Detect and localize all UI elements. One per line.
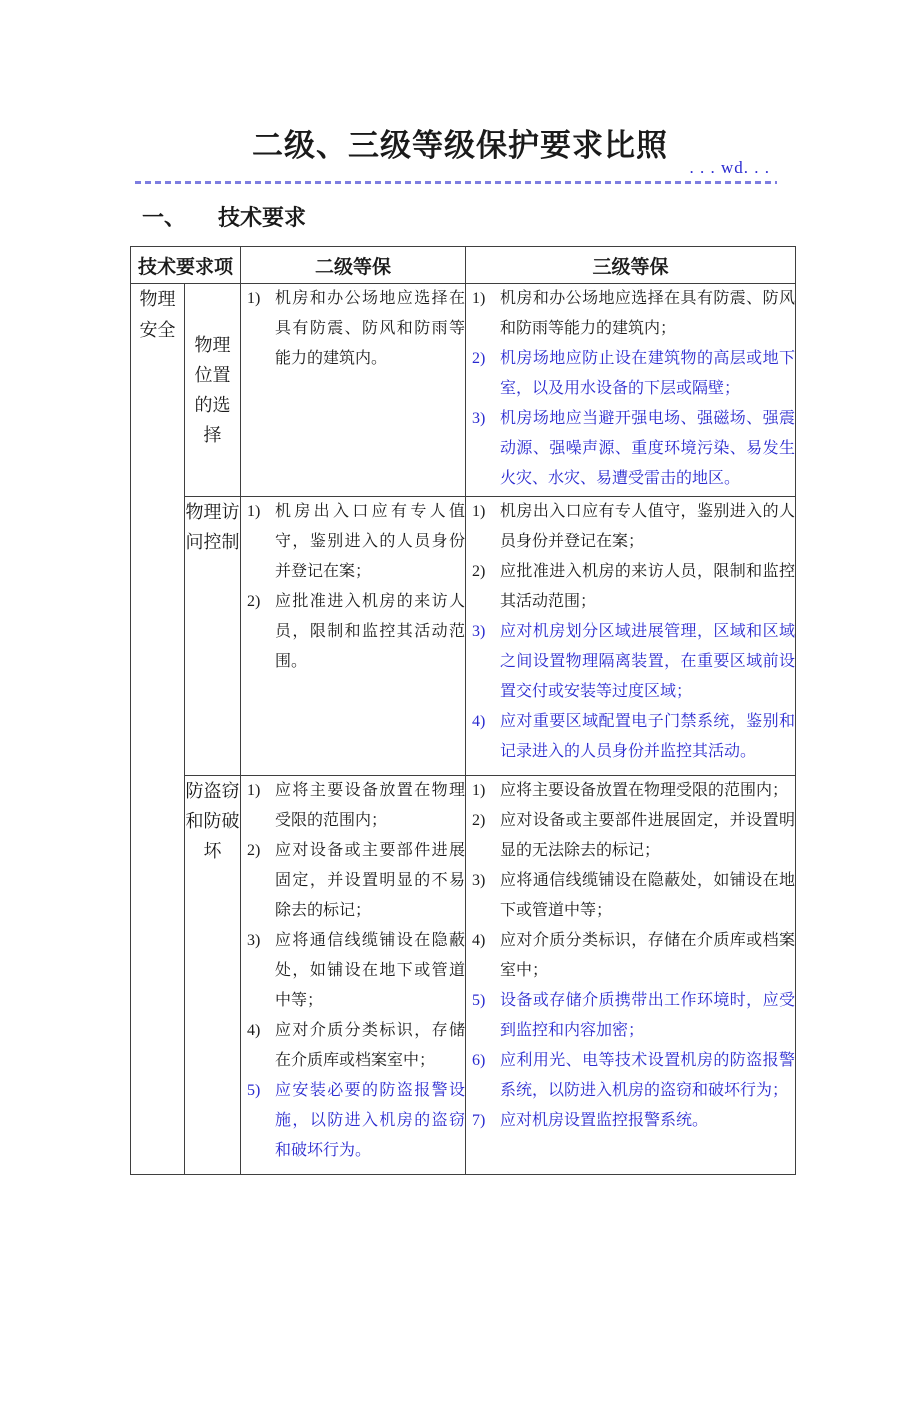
item-number: 2) (472, 563, 486, 580)
item-number: 2) (247, 842, 261, 859)
requirement-item (466, 866, 795, 926)
item-text: 机房场地应当避开强电场、强磁场、强震动源、强噪声源、重度环境污染、易发生火灾、水灾、易遭受雷击的地区。 (500, 410, 796, 487)
requirement-list (466, 776, 795, 1136)
item-number: 3) (472, 623, 486, 640)
table-header-row (131, 247, 796, 284)
category-cell-physical-security: 物理安全 (131, 284, 185, 1175)
item-number: 2) (472, 812, 486, 829)
requirement-item (466, 926, 795, 986)
requirement-item (466, 1046, 795, 1106)
table-row (131, 284, 796, 497)
requirement-item (466, 806, 795, 866)
item-number: 5) (472, 992, 486, 1009)
item-text: 应将主要设备放置在物理受限的范围内； (500, 782, 789, 799)
requirement-item (241, 1076, 465, 1166)
item-text: 机房和办公场地应选择在具有防震、防风和防雨等能力的建筑内。 (275, 290, 466, 367)
item-text: 机房出入口应有专人值守，鉴别进入的人员身份并登记在案； (275, 503, 466, 580)
item-text: 应对介质分类标识，存储在介质库或档案室中； (275, 1022, 466, 1069)
item-number: 6) (472, 1052, 486, 1069)
header-cell-requirement-item: 技术要求项 (131, 247, 241, 284)
level3-requirements-cell (466, 497, 796, 776)
level2-requirements-cell (241, 497, 466, 776)
item-text: 应将通信线缆铺设在隐蔽处，如铺设在地下或管道中等； (500, 872, 796, 919)
section-title: 技术要求 (218, 205, 307, 230)
item-text: 应安装必要的防盗报警设施，以防进入机房的盗窃和破坏行为。 (275, 1082, 466, 1159)
requirement-item (241, 836, 465, 926)
item-number: 4) (472, 713, 486, 730)
item-number: 5) (247, 1082, 261, 1099)
page (0, 125, 920, 1427)
requirement-list (466, 284, 795, 494)
table-row (131, 497, 796, 776)
item-text: 应对重要区域配置电子门禁系统，鉴别和记录进入的人员身份并监控其活动。 (500, 713, 796, 760)
requirement-item (466, 344, 795, 404)
item-number: 2) (472, 350, 486, 367)
requirement-item (466, 497, 795, 557)
requirement-item (241, 776, 465, 836)
requirement-list (466, 497, 795, 767)
header-cell-level3: 三级等保 (466, 247, 796, 284)
item-number: 3) (472, 872, 486, 889)
item-text: 应对设备或主要部件进展固定，并设置明显的无法除去的标记； (500, 812, 796, 859)
item-text: 应批准进入机房的来访人员，限制和监控其活动范围。 (275, 593, 466, 670)
item-text: 应对机房设置监控报警系统。 (500, 1112, 709, 1129)
requirement-list (241, 497, 465, 677)
doc-title: 二级、三级等级保护要求比照 (252, 128, 668, 163)
requirement-item (241, 284, 465, 374)
item-number: 1) (472, 290, 486, 307)
level3-requirements-cell (466, 776, 796, 1175)
dashed-divider (135, 181, 777, 184)
item-number: 1) (247, 503, 261, 520)
item-text: 应对介质分类标识，存储在介质库或档案室中； (500, 932, 796, 979)
item-text: 应将通信线缆铺设在隐蔽处，如铺设在地下或管道中等； (275, 932, 466, 1009)
item-text: 设备或存储介质携带出工作环境时，应受到监控和内容加密； (500, 992, 796, 1039)
requirement-item (466, 404, 795, 494)
requirement-item (466, 617, 795, 707)
item-text: 应将主要设备放置在物理受限的范围内； (275, 782, 466, 829)
item-text: 应对设备或主要部件进展固定，并设置明显的不易除去的标记； (275, 842, 466, 919)
subcategory-cell: 防盗窃和防破坏 (185, 776, 241, 1175)
table-row (131, 776, 796, 1175)
section-number: 一、 (142, 205, 187, 230)
requirement-list (241, 776, 465, 1166)
requirement-item (466, 707, 795, 767)
item-text: 应利用光、电等技术设置机房的防盗报警系统，以防进入机房的盗窃和破坏行为； (500, 1052, 796, 1099)
requirement-list (241, 284, 465, 374)
requirement-item (466, 1106, 795, 1136)
item-number: 7) (472, 1112, 486, 1129)
level3-requirements-cell (466, 284, 796, 497)
section-heading (142, 203, 920, 233)
requirement-item (241, 1016, 465, 1076)
item-text: 应对机房划分区域进展管理，区域和区域之间设置物理隔离装置，在重要区域前设置交付或安装等过度区域； (500, 623, 796, 700)
requirement-item (466, 986, 795, 1046)
item-text: 机房和办公场地应选择在具有防震、防风和防雨等能力的建筑内； (500, 290, 796, 337)
item-number: 2) (247, 593, 261, 610)
requirement-item (241, 497, 465, 587)
comparison-table (130, 246, 796, 1175)
item-number: 3) (247, 932, 261, 949)
watermark-text: . . . wd. . . (689, 158, 770, 177)
requirement-item (241, 587, 465, 677)
requirement-item (466, 284, 795, 344)
subcategory-cell: 物理位置的选择 (185, 284, 241, 497)
item-number: 1) (247, 782, 261, 799)
item-number: 4) (472, 932, 486, 949)
level2-requirements-cell (241, 776, 466, 1175)
item-number: 3) (472, 410, 486, 427)
level2-requirements-cell (241, 284, 466, 497)
item-text: 机房场地应防止设在建筑物的高层或地下室，以及用水设备的下层或隔壁； (500, 350, 796, 397)
requirement-item (241, 926, 465, 1016)
header-cell-level2: 二级等保 (241, 247, 466, 284)
item-number: 4) (247, 1022, 261, 1039)
requirement-item (466, 776, 795, 806)
requirement-item (466, 557, 795, 617)
item-number: 1) (247, 290, 261, 307)
item-number: 1) (472, 782, 486, 799)
item-number: 1) (472, 503, 486, 520)
item-text: 应批准进入机房的来访人员，限制和监控其活动范围； (500, 563, 796, 610)
item-text: 机房出入口应有专人值守，鉴别进入的人员身份并登记在案； (500, 503, 796, 550)
subcategory-cell: 物理访问控制 (185, 497, 241, 776)
